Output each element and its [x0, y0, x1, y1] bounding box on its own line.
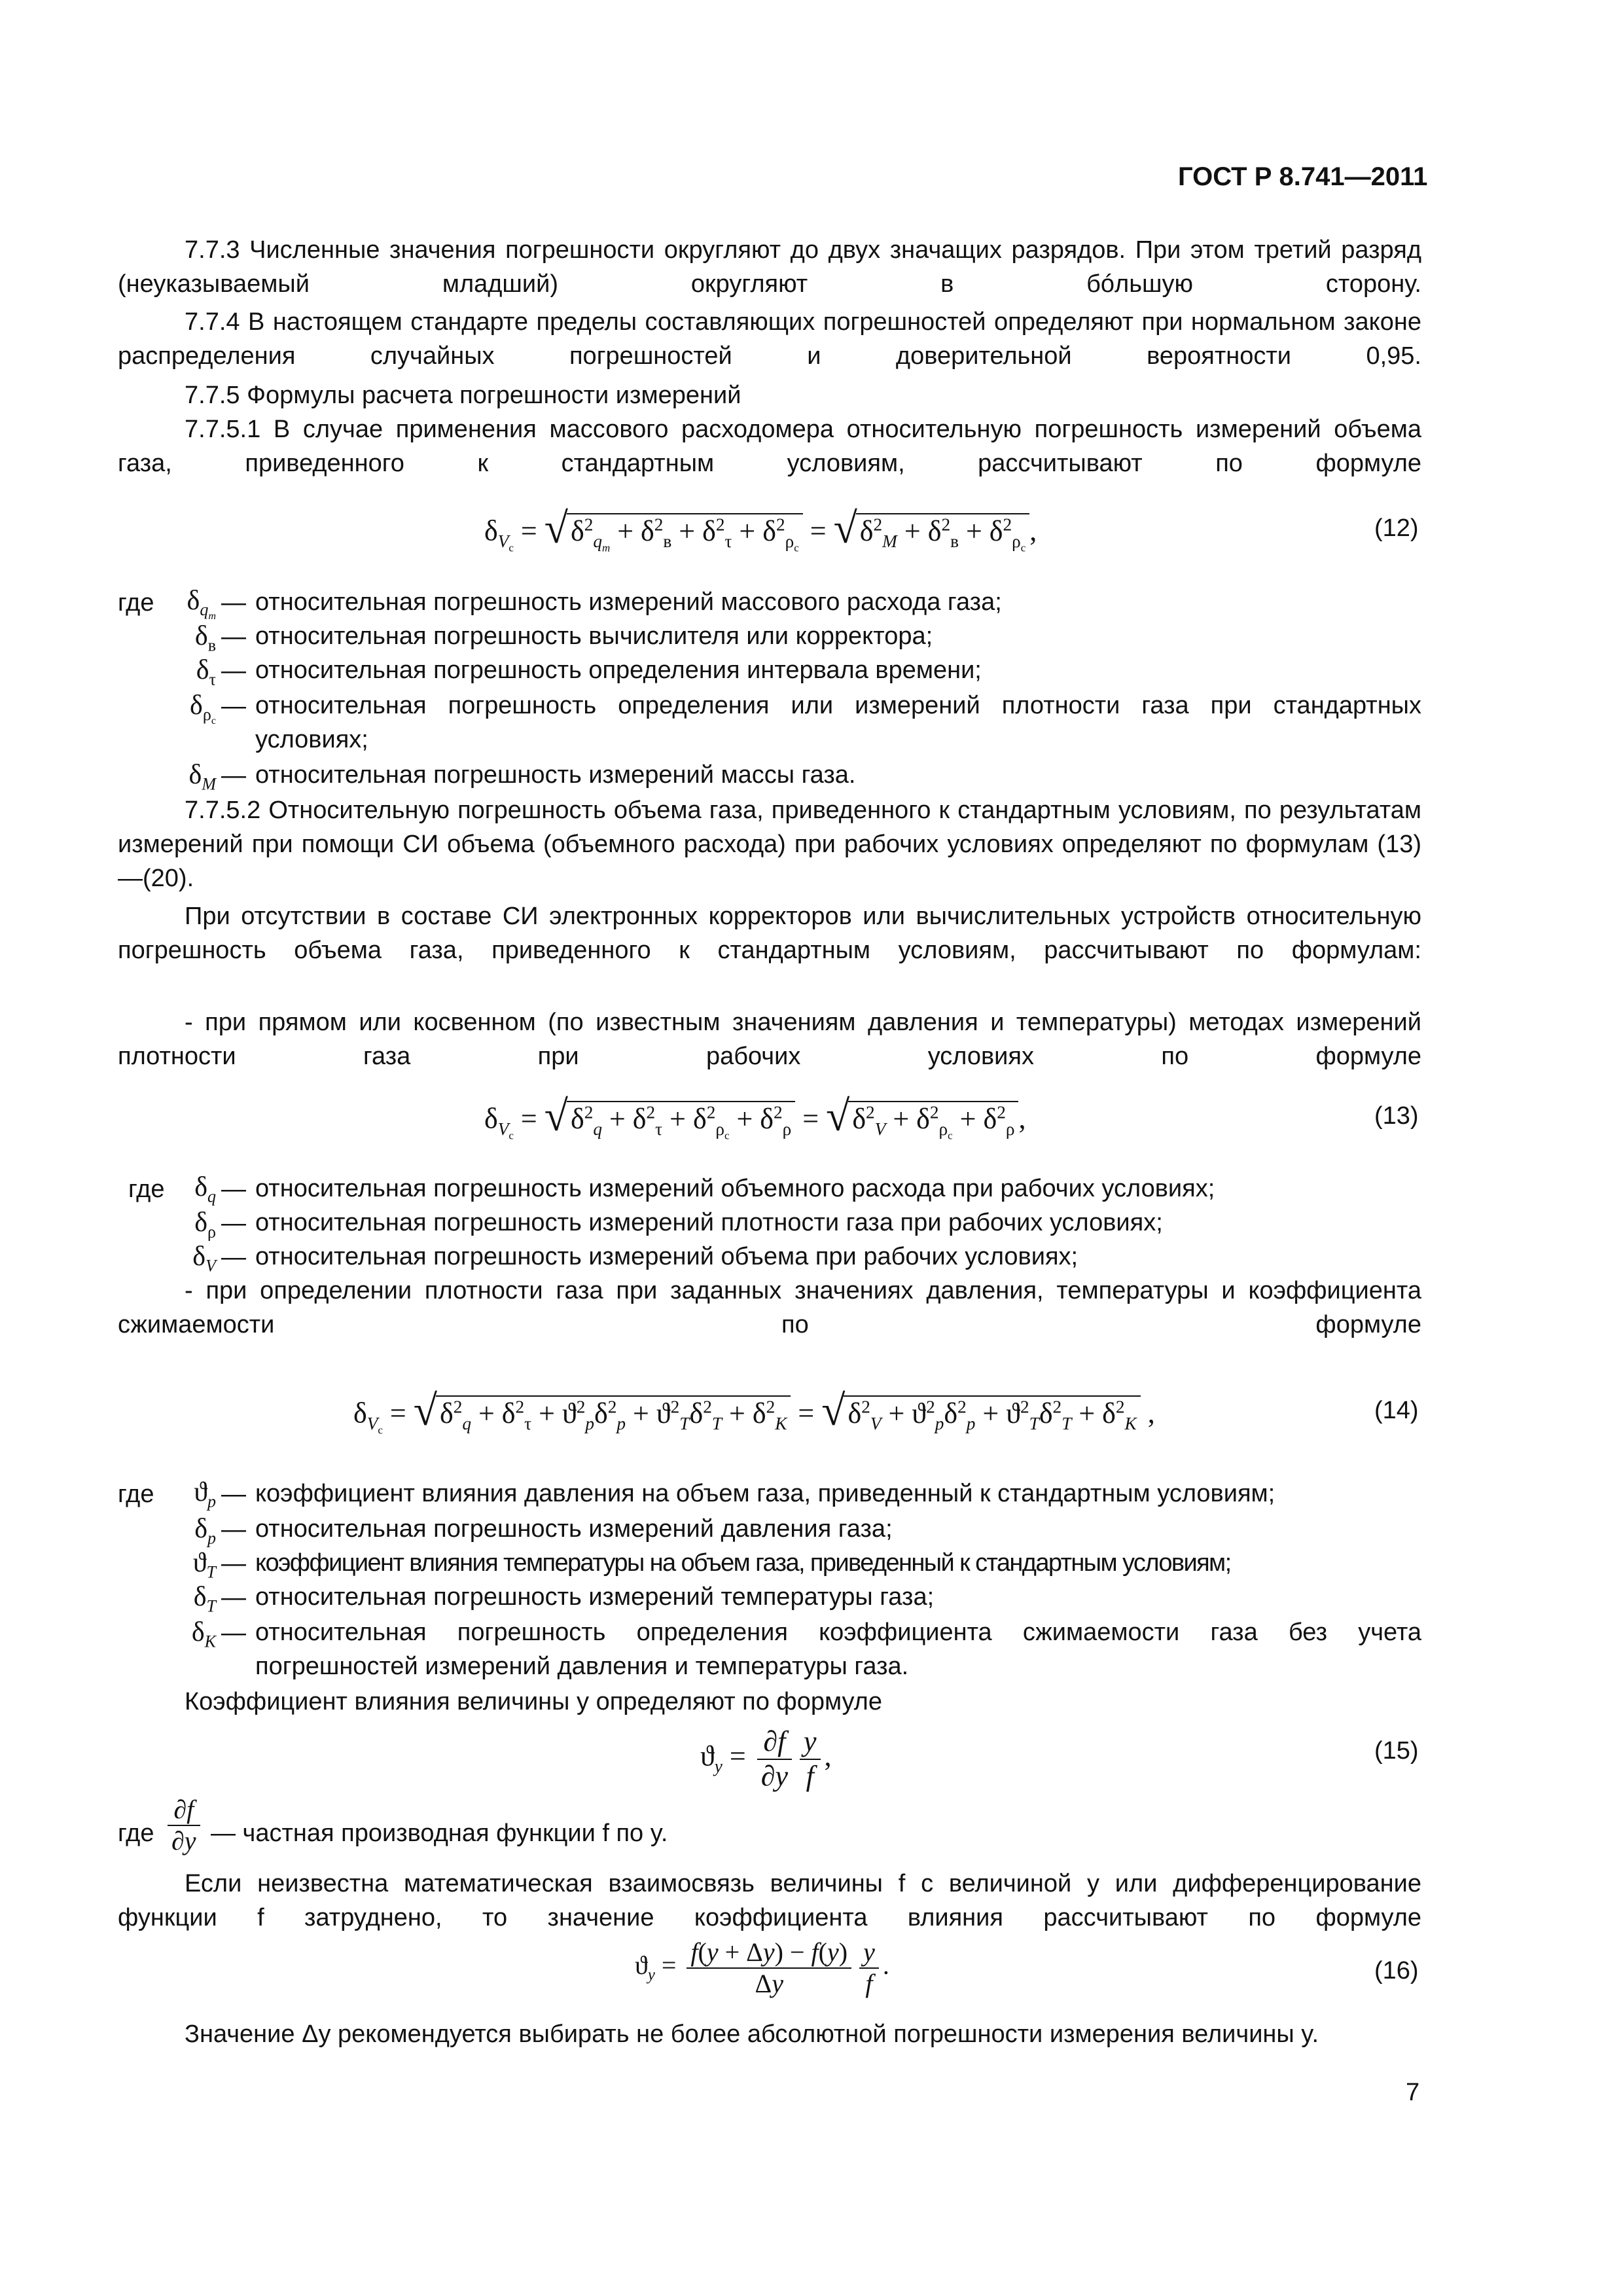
symbol-theta-t: $ϑ_T$: [192, 1548, 216, 1582]
dash: —: [221, 1244, 246, 1271]
dash: —: [221, 692, 246, 720]
paragraph-7-7-5-2: 7.7.5.2 Относительную погрешность объема газа, приведенного к стандартным условиям, по результатам измерений при помощи СИ объема (объемного расхода) при рабочих условиях определяют по формулам (13)—(20).: [118, 797, 1421, 892]
symbol-delta-m: $\delta_M$: [188, 760, 216, 794]
symbol-delta-rhoc: $\delta_{\rho_c}$: [190, 691, 216, 727]
symbol-delta-q: $\delta_q$: [194, 1172, 216, 1206]
definition-delta-rhoc: относительная погрешность определения или измерений плотности газа при стандартных условиях;: [255, 692, 1421, 753]
symbol-delta-p: $\delta_p$: [194, 1514, 216, 1548]
dash: —: [221, 1480, 246, 1508]
formula-15: $ϑ_y$ = $\frac{\partial f}{\partial y}$ $\frac{y}{f}$ ,: [700, 1725, 832, 1792]
dash: —: [221, 762, 246, 789]
dash: —: [221, 1550, 246, 1577]
definition-delta-rho: относительная погрешность измерений плотности газа при рабочих условиях;: [255, 1209, 1163, 1236]
dash: —: [221, 1210, 246, 1237]
definition-theta-p: коэффициент влияния давления на объем газа, приведенный к стандартным условиям;: [255, 1480, 1275, 1507]
symbol-delta-k: $\delta_K$: [191, 1617, 216, 1651]
page-number: 7: [1406, 2079, 1420, 2106]
formula-13-number: (13): [1374, 1102, 1419, 1130]
formula-15-number: (15): [1374, 1737, 1419, 1765]
definition-delta-v: относительная погрешность вычислителя или корректора;: [255, 622, 933, 650]
dash: —: [221, 1516, 246, 1543]
dash: —: [221, 589, 246, 617]
definition-partial-derivative: — частная производная функции f по y.: [211, 1820, 668, 1847]
formula-13: $\delta_{V_c} = √\delta^2_q + \delta^2_\tau + \delta^2_{\rho_c} + \delta^2_\rho = √\delta^2_V + \delta^2_{\rho_c} + \delta^2_\rho$ ,: [484, 1092, 1026, 1141]
paragraph-unknown-relationship: Если неизвестна математическая взаимосвязь величины f с величиной y или дифференцирование функции f затруднено, то значение коэффициента влияния рассчитывают по формуле: [118, 1870, 1421, 1931]
symbol-delta-qm: $\delta_{q_m}$: [187, 586, 216, 622]
partial-derivative-fraction: $\frac{\partial f}{\partial y}$: [164, 1795, 204, 1856]
dash: —: [221, 1584, 246, 1611]
formula-12: $\delta_{V_c} = √\delta^2_{q_m} + \delta^2_в + \delta^2_\tau + \delta^2_{\rho_c} = √\delta^2_M + \delta^2_в + \delta^2_{\rho_c}$,: [484, 505, 1037, 554]
definition-theta-t: коэффициент влияния температуры на объем газа, приведенный к стандартным условиям;: [255, 1549, 1231, 1577]
paragraph-delta: Значение Δy рекомендуется выбирать не более абсолютной погрешности измерения величины y.: [185, 2020, 1319, 2048]
symbol-theta-p: $ϑ_p$: [194, 1477, 216, 1511]
dash: —: [221, 623, 246, 651]
definition-delta-q: относительная погрешность измерений объемного расхода при рабочих условиях;: [255, 1175, 1215, 1202]
symbol-delta-rho: $\delta_\rho$: [194, 1208, 216, 1242]
dash: —: [221, 1175, 246, 1203]
where-label-14: где: [118, 1480, 154, 1508]
definition-delta-vol: относительная погрешность измерений объема при рабочих условиях;: [255, 1243, 1079, 1270]
formula-14-number: (14): [1374, 1397, 1419, 1424]
dash: —: [221, 1619, 246, 1647]
document-header: ГОСТ Р 8.741—2011: [1178, 162, 1428, 191]
definition-delta-tau: относительная погрешность определения интервала времени;: [255, 656, 982, 684]
definition-delta-k: относительная погрешность определения коэффициента сжимаемости газа без учета погрешностей измерений давления и температуры газа.: [255, 1619, 1421, 1680]
paragraph-density: - при определении плотности газа при заданных значениях давления, температуры и коэффициента сжимаемости по формуле: [118, 1277, 1421, 1338]
where-label-15: где: [118, 1820, 154, 1847]
definition-delta-p: относительная погрешность измерений давления газа;: [255, 1515, 893, 1543]
dash: —: [221, 657, 246, 685]
formula-14: $\delta_{V_c} = √\delta^2_q + \delta^2_\tau + ϑ^2_p\delta^2_p + ϑ^2_T\delta^2_T + \delta^2_K = √\delta^2_V + ϑ^2_p\delta^2_p + ϑ^2_T\delta^2_T + \delta^2_K$ ,: [353, 1387, 1155, 1436]
symbol-delta-vol: $\delta_V$: [192, 1242, 216, 1276]
formula-16-number: (16): [1374, 1957, 1419, 1984]
paragraph-7-7-5-1: 7.7.5.1 В случае применения массового расходомера относительную погрешность измерений объема газа, приведенного к стандартным условиям, рассчитывают по формуле: [118, 416, 1421, 477]
paragraph-7-7-3: 7.7.3 Численные значения погрешности округляют до двух значащих разрядов. При этом третий разряд (неуказываемый младший) округляют в бóльшую сторону.: [118, 236, 1421, 298]
formula-16: $ϑ_y$ = $\frac{f(y + \Delta y) - f(y)}{\Delta y}$ $\frac{y}{f}$ .: [635, 1937, 889, 1998]
symbol-delta-t: $\delta_T$: [193, 1582, 216, 1616]
paragraph-7-7-5: 7.7.5 Формулы расчета погрешности измерений: [185, 382, 741, 409]
paragraph-7-7-4: 7.7.4 В настоящем стандарте пределы составляющих погрешностей определяют при нормальном законе распределения случайных погрешностей и доверительной вероятности 0,95.: [118, 308, 1421, 370]
symbol-delta-tau: $\delta_\tau$: [196, 655, 216, 689]
where-label-13: где: [128, 1175, 165, 1203]
paragraph-direct-method: - при прямом или косвенном (по известным значениям давления и температуры) методах измерений плотности газа при рабочих условиях по формуле: [118, 1009, 1421, 1070]
formula-12-number: (12): [1374, 514, 1419, 542]
definition-delta-t: относительная погрешность измерений температуры газа;: [255, 1583, 935, 1611]
where-label-12: где: [118, 589, 154, 617]
paragraph-absence: При отсутствии в составе СИ электронных корректоров или вычислительных устройств относительную погрешность объема газа, приведенного к стандартным условиям, рассчитывают по формулам:: [118, 903, 1421, 964]
definition-delta-m: относительная погрешность измерений массы газа.: [255, 761, 856, 789]
paragraph-coefficient: Коэффициент влияния величины y определяют по формуле: [185, 1688, 882, 1715]
symbol-delta-v: $\delta_в$: [194, 621, 216, 655]
definition-delta-qm: относительная погрешность измерений массового расхода газа;: [255, 588, 1002, 616]
